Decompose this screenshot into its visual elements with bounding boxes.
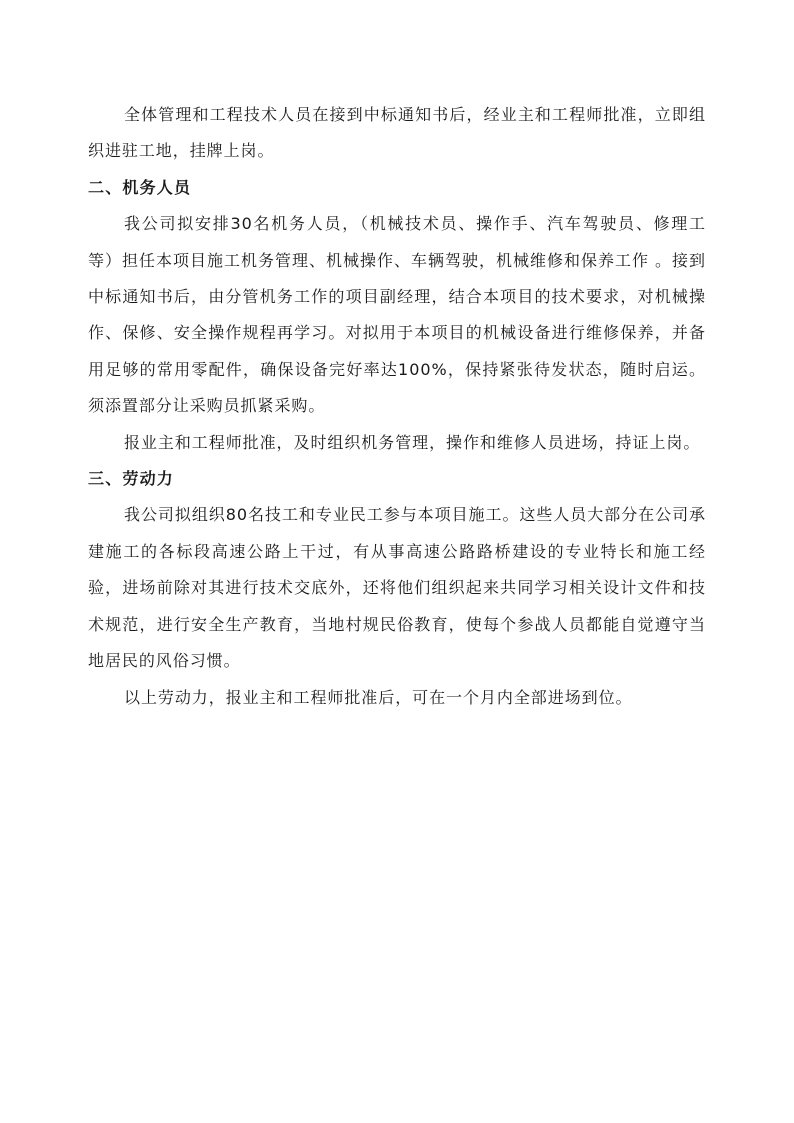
section-heading-labor-force: 三、劳动力: [88, 469, 175, 489]
section-heading-machinery-staff: 二、机务人员: [88, 177, 192, 197]
labor-force-paragraph-2: 以上劳动力，报业主和工程师批准后，可在一个月内全部进场到位。: [124, 687, 633, 707]
machinery-staff-paragraph-2: 报业主和工程师批准，及时组织机务管理，操作和维修人员进场，持证上岗。: [124, 432, 701, 452]
labor-force-paragraph-1: 我公司拟组织80名技工和专业民工参与本项目施工。这些人员大部分在公司承建施工的各标段高速公路上干过，有从事高速公路路桥建设的专业特长和施工经验，进场前除对其进行技术交底外，还将他们组织起来共同学习相关设计文件和技术规范，进行安全生产教育，当地村规民俗教育，使每个参战人员都能自觉遵守当地居民的风俗习惯。: [88, 505, 706, 671]
document-body: [88, 97, 706, 716]
machinery-staff-paragraph-1: 我公司拟安排30名机务人员，（机械技术员、操作手、汽车驾驶员、修理工等）担任本项目施工机务管理、机械操作、车辆驾驶，机械维修和保养工作 。接到中标通知书后，由分管机务工作的项目副经理，结合本项目的技术要求，对机械操作、保修、安全操作规程再学习。对拟用于本项目的机械设备进行维修保养，并备用足够的常用零配件，确保设备完好率达100%，保持紧张待发状态，随时启运。须添置部分让采购员抓紧采购。: [88, 214, 706, 416]
intro-paragraph: 全体管理和工程技术人员在接到中标通知书后，经业主和工程师批准，立即组织进驻工地，挂牌上岗。: [88, 105, 706, 161]
